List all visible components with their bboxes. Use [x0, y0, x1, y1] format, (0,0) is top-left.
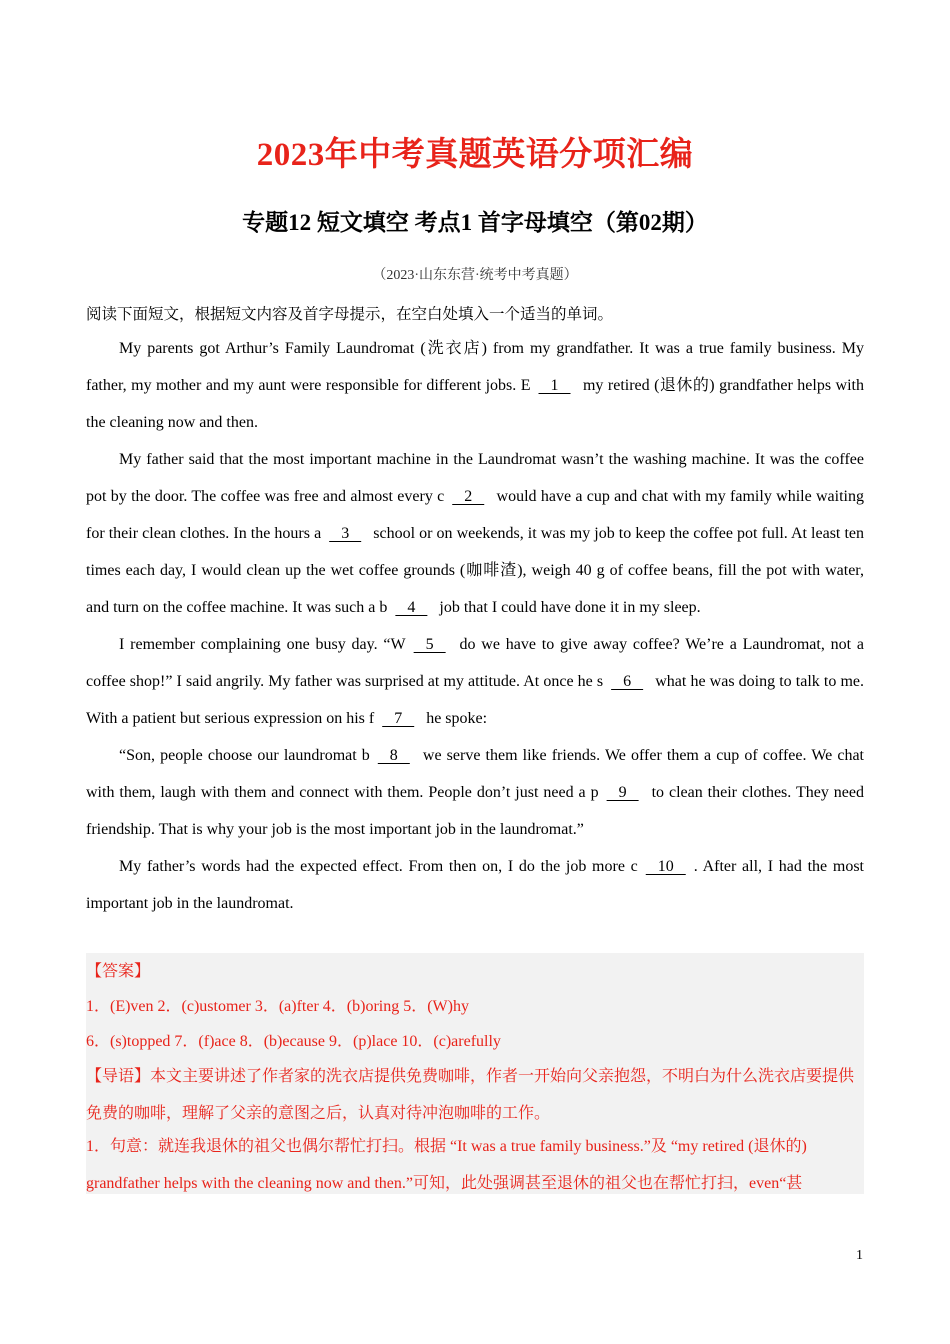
- passage-text: would have a cup and chat with my family while waiting for their clean clothes. In the hours a: [86, 488, 864, 542]
- passage-text: what he was doing to talk to me. With a patient but serious expression on his f: [86, 673, 864, 727]
- passage-text: My father said that the most important machine in the Laundromat wasn’t the washing machine. It was the coffee pot by the door. The coffee was free and almost every c: [86, 451, 864, 505]
- exam-source: （2023·山东东营·统考中考真题）: [372, 268, 578, 283]
- passage-text: job that I could have done it in my sleep.: [435, 599, 701, 616]
- passage-paragraph-2: [86, 441, 864, 626]
- passage-text: . After all, I had the most important job in the laundromat.: [86, 858, 864, 912]
- blank-6: 6: [611, 673, 644, 690]
- blank-10: 10: [645, 858, 686, 875]
- blank-5: 5: [413, 636, 446, 653]
- blank-1: 1: [538, 377, 571, 394]
- passage-text: do we have to give away coffee? We’re a Laundromat, not a coffee shop!” I said angrily. My father was surprised at my attitude. At once he s: [86, 636, 864, 690]
- instruction-text: 阅读下面短文，根据短文内容及首字母提示，在空白处填入一个适当的单词。: [86, 306, 614, 323]
- passage-text: to clean their clothes. They need friendship. That is why your job is the most important job in the laundromat.”: [86, 784, 864, 838]
- passage-text: my retired (退休的) grandfather helps with the cleaning now and then.: [86, 377, 864, 431]
- blank-3: 3: [329, 525, 362, 542]
- blank-9: 9: [606, 784, 639, 801]
- blank-8: 8: [377, 747, 410, 764]
- answer-row-1: 1．(E)ven 2．(c)ustomer 3．(a)fter 4．(b)oring 5．(W)hy: [86, 998, 469, 1015]
- passage-paragraph-4: [86, 737, 864, 848]
- main-title: 2023年中考真题英语分项汇编: [256, 137, 694, 173]
- explanation-1: 1．句意：就连我退休的祖父也偶尔帮忙打扫。根据 “It was a true family business.”及 “my retired (退休的) grandfather helps with the cleaning now and then.”可知，此处强调甚至退休的祖父也在帮忙打扫，even“甚: [86, 1138, 807, 1192]
- passage-paragraph-3: [86, 626, 864, 737]
- answer-section: [86, 953, 864, 1194]
- sub-title: 专题12 短文填空 考点1 首字母填空（第02期）: [242, 210, 708, 235]
- blank-7: 7: [382, 710, 415, 727]
- passage: [86, 330, 864, 922]
- passage-text: school or on weekends, it was my job to keep the coffee pot full. At least ten times each day, I would clean up the wet coffee grounds (咖啡渣), weigh 40 g of coffee beans, fill the pot with water, and turn on the coffee machine. It was such a b: [86, 525, 865, 616]
- page-number: 1: [856, 1248, 863, 1263]
- blank-4: 4: [395, 599, 428, 616]
- passage-paragraph-5: [86, 848, 864, 922]
- passage-text: we serve them like friends. We offer them a cup of coffee. We chat with them, laugh with them and connect with them. People don’t just need a p: [86, 747, 864, 801]
- passage-text: “Son, people choose our laundromat b: [119, 747, 370, 764]
- passage-text: My father’s words had the expected effect. From then on, I do the job more c: [119, 858, 638, 875]
- guide-text: 【导语】本文主要讲述了作者家的洗衣店提供免费咖啡，作者一开始向父亲抱怨，不明白为什么洗衣店要提供免费的咖啡，理解了父亲的意图之后，认真对待冲泡咖啡的工作。: [86, 1068, 855, 1122]
- passage-text: he spoke:: [422, 710, 488, 727]
- passage-text: I remember complaining one busy day. “W: [119, 636, 406, 653]
- passage-paragraph-1: [86, 330, 864, 441]
- passage-text: My parents got Arthur’s Family Laundromat (洗衣店) from my grandfather. It was a true family business. My father, my mother and my aunt were responsible for different jobs. E: [86, 340, 864, 394]
- answer-row-2: 6．(s)topped 7．(f)ace 8．(b)ecause 9．(p)lace 10．(c)arefully: [86, 1033, 501, 1050]
- blank-2: 2: [452, 488, 485, 505]
- answer-label: 【答案】: [86, 963, 151, 980]
